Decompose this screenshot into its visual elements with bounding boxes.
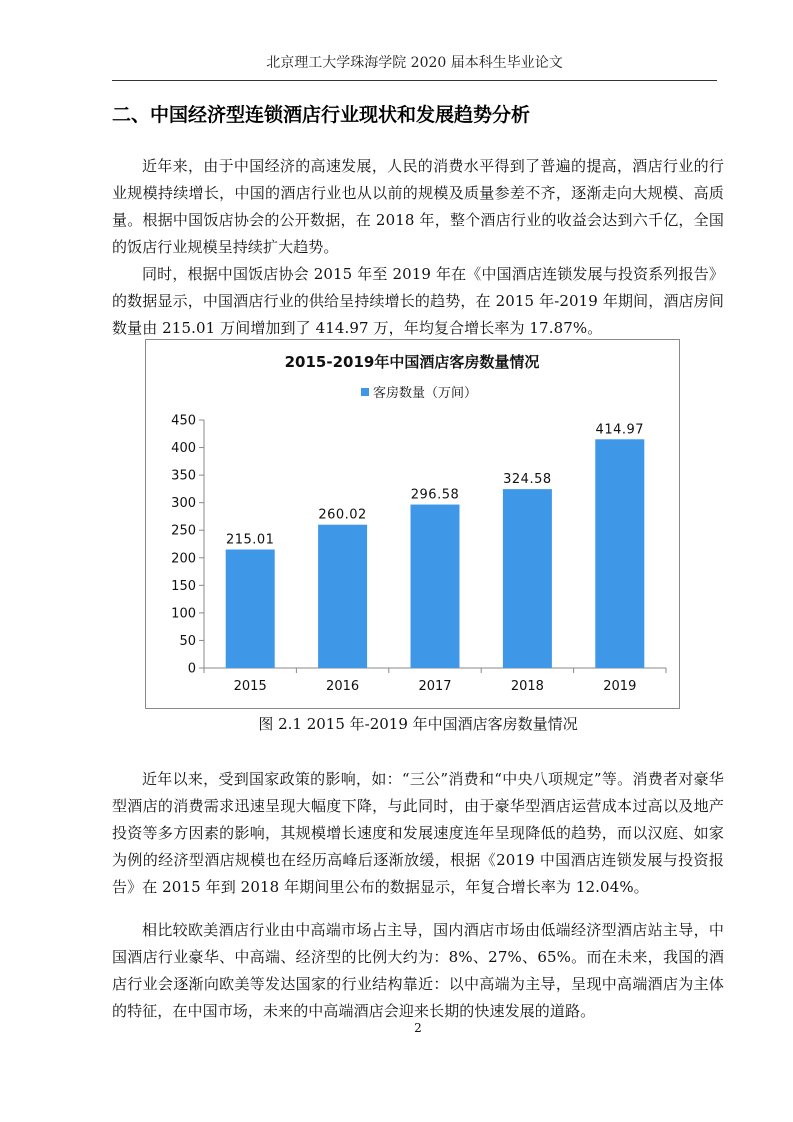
- y-tick-label: 200: [171, 551, 196, 567]
- y-tick-label: 350: [171, 468, 196, 484]
- section-heading: 二、中国经济型连锁酒店行业现状和发展趋势分析: [112, 104, 531, 126]
- data-label-2015: 215.01: [225, 532, 275, 548]
- y-tick-label: 100: [171, 606, 196, 622]
- figure-caption: 图 2.1 2015 年-2019 年中国酒店客房数量情况: [258, 715, 578, 733]
- bar-2017: [411, 505, 460, 668]
- paragraph-2: 同时，根据中国饭店协会 2015 年至 2019 年在《中国酒店连锁发展与投资系列报告》的数据显示，中国酒店行业的供给呈持续增长的趋势，在 2015 年-2019 年期间，酒店房间数量由 215.01 万间增加到了 414.97 万，年均复合增长率为 17.87%。: [112, 265, 724, 337]
- legend-label: 客房数量（万间）: [373, 386, 478, 401]
- bar-2018: [503, 489, 552, 668]
- paragraph-1: 近年来，由于中国经济的高速发展，人民的消费水平得到了普遍的提高，酒店行业的行业规模持续增长，中国的酒店行业也从以前的规模及质量参差不齐，逐渐走向大规模、高质量。根据中国饭店协会的公开数据，在 2018 年，整个酒店行业的收益会达到六千亿，全国的饭店行业规模呈持续扩大趋势。: [112, 157, 724, 256]
- x-tick-label-2019: 2019: [603, 679, 637, 694]
- chart-container: [145, 339, 680, 709]
- x-tick-label-2018: 2018: [510, 679, 544, 694]
- paragraph-4: 相比较欧美酒店行业由中高端市场占主导，国内酒店市场由低端经济型酒店站主导，中国酒店行业豪华、中高端、经济型的比例大约为：8%、27%、65%。而在未来，我国的酒店行业会逐渐向欧美等发达国家的行业结构靠近：以中高端为主导，呈现中高端酒店为主体的特征，在中国市场，未来的中高端酒店会迎来长期的快速发展的道路。: [112, 921, 724, 1020]
- y-tick-label: 450: [171, 413, 196, 429]
- header-rule: [112, 80, 717, 81]
- paragraph-3: 近年以来，受到国家政策的影响，如：“三公”消费和“中央八项规定”等。消费者对豪华型酒店的消费需求迅速呈现大幅度下降，与此同时，由于豪华型酒店运营成本过高以及地产投资等多方因素的影响，其规模增长速度和发展速度连年呈现降低的趋势，而以汉庭、如家为例的经济型酒店规模也在经历高峰后逐渐放缓，根据《2019 中国酒店连锁发展与投资报告》在 2015 年到 2018 年期间里公布的数据显示，年复合增长率为 12.04%。: [112, 770, 724, 896]
- bar-2016: [318, 525, 367, 668]
- y-tick-label: 250: [171, 523, 196, 539]
- y-tick-label: 50: [179, 633, 196, 649]
- data-label-2017: 296.58: [410, 487, 460, 503]
- chart-title: 2015-2019年中国酒店客房数量情况: [284, 353, 540, 371]
- legend-swatch: [361, 388, 369, 396]
- x-tick-label-2017: 2017: [418, 679, 452, 694]
- bar-2015: [226, 550, 275, 668]
- page-number: 2: [414, 1021, 422, 1035]
- running-header: 北京理工大学珠海学院 2020 届本科生毕业论文: [266, 55, 563, 71]
- bar-chart: [146, 340, 679, 708]
- y-tick-label: 150: [171, 578, 196, 594]
- x-tick-label-2015: 2015: [233, 679, 267, 694]
- x-tick-label-2016: 2016: [326, 679, 360, 694]
- data-label-2018: 324.58: [503, 472, 552, 488]
- data-label-2016: 260.02: [318, 507, 367, 523]
- bar-2019: [595, 439, 644, 668]
- y-tick-label: 0: [187, 661, 196, 677]
- y-tick-label: 300: [171, 496, 196, 512]
- y-tick-label: 400: [171, 441, 196, 457]
- data-label-2019: 414.97: [595, 422, 645, 438]
